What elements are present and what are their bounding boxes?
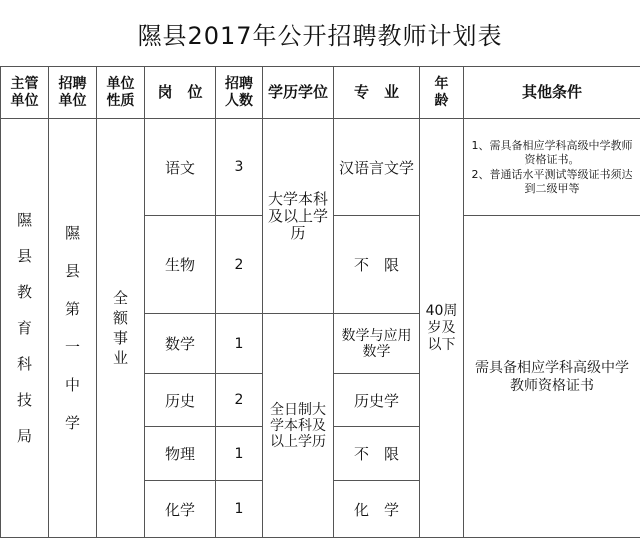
post-cell: 物理 [145,427,216,481]
header-age: 年龄 [420,67,464,119]
post-cell: 数学 [145,314,216,374]
header-post: 岗 位 [145,67,216,119]
major-cell: 化 学 [334,481,420,538]
header-other: 其他条件 [464,67,640,119]
header-dept: 主管单位 [1,67,49,119]
major-cell: 不 限 [334,216,420,314]
header-row [1,67,640,119]
edu-cell-b: 全日制大学本科及以上学历 [263,314,334,538]
other-cell-b: 需具备相应学科高级中学教师资格证书 [464,216,640,538]
unit-cell: 隰县第一中学 [49,119,97,538]
post-cell: 历史 [145,374,216,427]
nature-cell: 全额事业 [97,119,145,538]
post-cell: 语文 [145,119,216,216]
count-cell: 3 [216,119,263,216]
age-cell: 40周岁及以下 [420,119,464,538]
major-cell: 数学与应用数学 [334,314,420,374]
post-cell: 化学 [145,481,216,538]
count-cell: 1 [216,481,263,538]
major-cell: 汉语言文学 [334,119,420,216]
other-cell-a: 1、需具备相应学科高级中学教师资格证书。 2、普通话水平测试等级证书须达到二级甲等 [464,119,640,216]
count-cell: 1 [216,427,263,481]
header-unit: 招聘单位 [49,67,97,119]
count-cell: 1 [216,314,263,374]
table-row [1,119,640,216]
post-cell: 生物 [145,216,216,314]
header-nature: 单位性质 [97,67,145,119]
recruitment-table [0,66,640,538]
edu-cell-a: 大学本科及以上学历 [263,119,334,314]
header-count: 招聘人数 [216,67,263,119]
count-cell: 2 [216,374,263,427]
count-cell: 2 [216,216,263,314]
major-cell: 历史学 [334,374,420,427]
page-title: 隰县2017年公开招聘教师计划表 [0,0,640,67]
header-major: 专 业 [334,67,420,119]
major-cell: 不 限 [334,427,420,481]
dept-cell: 隰县教育科技局 [1,119,49,538]
header-edu: 学历学位 [263,67,334,119]
